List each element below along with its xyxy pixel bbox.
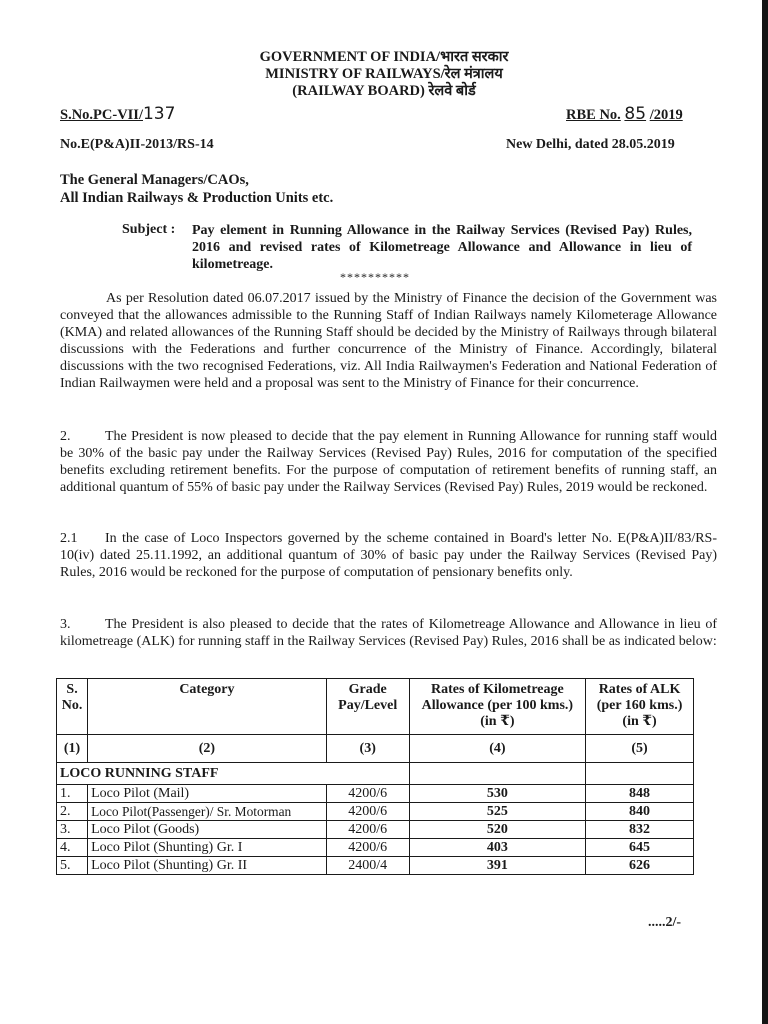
column-number: (1)	[57, 735, 88, 763]
scan-edge	[762, 0, 768, 1024]
cell-alk: 832	[586, 821, 694, 839]
cell-grade: 4200/6	[326, 821, 409, 839]
subject-text: Pay element in Running Allowance in the Railway Services (Revised Pay) Rules, 2016 and revised rates of Kilometreage Allowance and Allowance in lieu of kilometreage.	[192, 223, 692, 272]
cell-kma: 391	[409, 857, 585, 875]
cell-kma: 403	[409, 839, 585, 857]
cell-grade: 4200/6	[326, 785, 409, 803]
cell-grade: 4200/6	[326, 803, 409, 821]
header-kma-rate: Rates of Kilometreage Allowance (per 100 kms.) (in ₹)	[409, 679, 585, 735]
cell-category: Loco Pilot (Shunting) Gr. I	[88, 839, 327, 857]
rbe-number-handwritten: 85	[624, 104, 647, 124]
column-number: (4)	[409, 735, 585, 763]
table-row	[57, 821, 694, 839]
cell-sno: 2.	[57, 803, 88, 821]
cell-alk: 840	[586, 803, 694, 821]
cell-alk: 645	[586, 839, 694, 857]
section-blank-cell	[409, 763, 585, 785]
cell-alk: 848	[586, 785, 694, 803]
date-line: New Delhi, dated 28.05.2019	[506, 137, 675, 152]
cell-sno: 4.	[57, 839, 88, 857]
column-number: (3)	[326, 735, 409, 763]
paragraph-1: As per Resolution dated 06.07.2017 issued by the Ministry of Finance the decision of the Government was conveyed that the allowances admissible to the Running Staff of Indian Railways namely Kilometerage Allowance (KMA) and related allowances of the Running Staff should be decided by the Ministry of Railways through bilateral discussions with the Federations and further concurrence of the Ministry of Finance. Accordingly, bilateral discussions with the two recognised Federations, viz. All India Railwaymen's Federation and National Federation of Indian Railwaymen were held and a proposal was sent to the Ministry of Finance for their concurrence.	[60, 291, 717, 391]
rbe-suffix: /2019	[649, 107, 683, 123]
rates-table	[56, 678, 694, 875]
cell-kma: 525	[409, 803, 585, 821]
cell-kma: 520	[409, 821, 585, 839]
header-grade: Grade Pay/Level	[326, 679, 409, 735]
header-alk-rate: Rates of ALK (per 160 kms.) (in ₹)	[586, 679, 694, 735]
paragraph-2	[60, 428, 717, 496]
paragraph-2-text: The President is now pleased to decide that the pay element in Running Allowance for running staff would be 30% of the basic pay under the Railway Services (Revised Pay) Rules, 2016 for computation of the specified benefits excluding retirement benefits. For the purpose of computation of retirement benefits of running staff, an additional quantum of 55% of basic pay under the Railway Services (Revised Pay) Rules, 2019 would be reckoned.	[60, 429, 717, 495]
rbe-number	[566, 104, 683, 124]
section-title: LOCO RUNNING STAFF	[57, 763, 327, 785]
column-number: (2)	[88, 735, 327, 763]
rbe-prefix: RBE No.	[566, 107, 621, 123]
table-header-row	[57, 679, 694, 735]
paragraph-2-1-number: 2.1	[60, 531, 78, 546]
cell-sno: 5.	[57, 857, 88, 875]
subject-label: Subject :	[122, 222, 176, 237]
table-row	[57, 785, 694, 803]
paragraph-2-number: 2.	[60, 429, 71, 444]
paragraph-3-number: 3.	[60, 617, 71, 632]
header-govt: GOVERNMENT OF INDIA/भारत सरकार	[259, 49, 509, 65]
table-row	[57, 839, 694, 857]
cell-grade: 4200/6	[326, 839, 409, 857]
subject-separator: **********	[340, 270, 410, 284]
column-number-row	[57, 735, 694, 763]
addressee-line-2: All Indian Railways & Production Units etc.	[60, 190, 334, 206]
cell-sno: 3.	[57, 821, 88, 839]
paragraph-2-1-text: In the case of Loco Inspectors governed by the scheme contained in Board's letter No. E(P&A)II/83/RS-10(iv) dated 25.11.1992, an additional quantum of 30% of basic pay under the Railway Services (Revised Pay) Rules, 2016 would be reckoned for the purpose of computation of pensionary benefits only.	[60, 531, 717, 580]
serial-number-label: S.No.PC-VII/	[60, 107, 143, 123]
table-row	[57, 857, 694, 875]
table-row	[57, 803, 694, 821]
file-number: No.E(P&A)II-2013/RS-14	[60, 137, 214, 152]
page-continuation-marker: .....2/-	[648, 915, 682, 930]
paragraph-3	[60, 616, 717, 650]
column-number: (5)	[586, 735, 694, 763]
addressee-line-1: The General Managers/CAOs,	[60, 172, 249, 188]
serial-number-handwritten: 137	[142, 104, 176, 124]
serial-number	[60, 104, 175, 124]
cell-kma: 530	[409, 785, 585, 803]
cell-alk: 626	[586, 857, 694, 875]
cell-sno: 1.	[57, 785, 88, 803]
section-blank-cell	[586, 763, 694, 785]
header-ministry: MINISTRY OF RAILWAYS/रेल मंत्रालय	[265, 66, 503, 82]
cell-grade: 2400/4	[326, 857, 409, 875]
header-sno: S. No.	[57, 679, 88, 735]
paragraph-2-1	[60, 530, 717, 581]
cell-category: Loco Pilot (Goods)	[88, 821, 327, 839]
section-row	[57, 763, 694, 785]
paragraph-3-text: The President is also pleased to decide that the rates of Kilometreage Allowance and Allowance in lieu of kilometreage (ALK) for running staff in the Railway Services (Revised Pay) Rules, 2016 shall be as indicated below:	[60, 617, 717, 649]
header-board: (RAILWAY BOARD) रेलवे बोर्ड	[292, 83, 476, 99]
cell-category: Loco Pilot (Mail)	[88, 785, 327, 803]
cell-category: Loco Pilot(Passenger)/ Sr. Motorman	[88, 803, 327, 821]
cell-category: Loco Pilot (Shunting) Gr. II	[88, 857, 327, 875]
header-category: Category	[88, 679, 327, 735]
section-blank-cell	[326, 763, 409, 785]
